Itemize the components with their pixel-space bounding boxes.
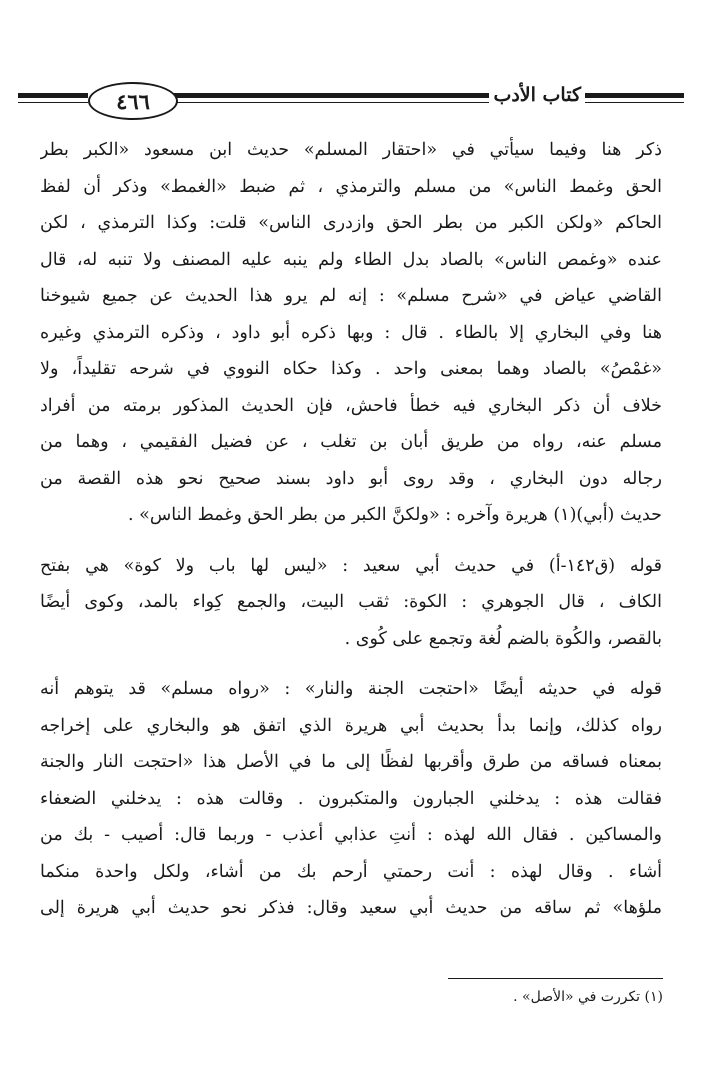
header-rule-left-thick	[18, 93, 88, 98]
text-line: أشاء . وقال لهذه : أنت رحمتي أرحم بك من أشاء، ولكل واحدة منكما	[40, 861, 662, 882]
text-line: القاضي عياض في «شرح مسلم» : إنه لم يرو هذا الحديث عن جميع شيوخنا	[40, 286, 662, 306]
text-line: ذكر هنا وفيما سيأتي في «احتقار المسلم» حديث ابن مسعود «الكبر بطر	[40, 140, 662, 160]
paragraph-1	[40, 132, 662, 534]
paragraph-2	[40, 548, 662, 658]
text-line: رواه كذلك، وإنما بدأ بحديث أبي هريرة الذي اتفق هو والبخاري على إخراجه	[40, 715, 662, 736]
text-line: الحاكم «ولكن الكبر من بطر الحق وازدرى الناس» قلت: وكذا الترمذي ، لكن	[40, 213, 662, 233]
main-text	[40, 132, 662, 927]
text-line: خلاف أن ذكر البخاري فيه خطأ فاحش، فإن الحديث المذكور برمته من أفراد	[40, 395, 662, 416]
text-line: مسلم عنه، رواه من طريق أبان بن تغلب ، عن فضيل الفقيمي ، وهما من	[40, 432, 662, 452]
text-line: حديث (أبي)(١) هريرة وآخره : «ولكنَّ الكبر من بطر الحق وغمط الناس» .	[128, 505, 662, 525]
header-rule-left-thin	[18, 102, 88, 103]
text-line: «غمْصُ» بالصاد وهما بمعنى واحد . وكذا حكاه النووي في شرحه تقليداً، ولا	[40, 359, 662, 379]
text-line: الحق وغمط الناس» من مسلم والترمذي ، ثم ضبط «الغمط» وذكر أن لفظ	[40, 176, 662, 197]
text-line: بمعناه فساقه من طرق وأقربها لفظًا إلى ما في الأصل هذا «احتجت النار والجنة	[40, 752, 662, 772]
text-line: قوله في حديثه أيضًا «احتجت الجنة والنار» : «رواه مسلم» قد يتوهم أنه	[40, 679, 662, 699]
text-line: عنده «وغمص الناس» بالصاد بدل الطاء ولم ينبه عليه المصنف ولا تنبه له، قال	[40, 249, 662, 270]
text-line: هنا وفي البخاري إلا بالطاء . قال : وبها ذكره أبو داود ، وذكره الترمذي وغيره	[40, 322, 662, 343]
text-line: بالقصر، والكُوة بالضم لُغة وتجمع على كُوى .	[344, 628, 662, 649]
header-rule-right-thick	[174, 93, 684, 98]
text-line: فقالت هذه : يدخلني الجبارون والمتكبرون . وقالت هذه : يدخلني الضعفاء	[40, 788, 662, 809]
footnote: (١) تكررت في «الأصل» .	[513, 989, 663, 1005]
header-rule-right-thin	[174, 102, 684, 103]
paragraph-3	[40, 671, 662, 927]
page-number-oval	[88, 82, 178, 120]
text-line: الكاف ، قال الجوهري : الكوة: ثقب البيت، والجمع كِواء بالمد، وكوى أيضًا	[40, 592, 662, 612]
footnote-separator	[448, 978, 663, 979]
text-line: والمساكين . فقال الله لهذه : أنتِ عذابي أعذب - وربما قال: أصيب - بك من	[40, 825, 662, 845]
text-line: ملؤها» ثم ساقه من حديث أبي سعيد وقال: فذكر نحو حديث أبي هريرة إلى	[40, 898, 662, 918]
page-header	[0, 78, 703, 128]
text-line: رجاله دون البخاري ، وقد روى أبو داود بسند صحيح نحو هذه القصة من	[40, 468, 662, 489]
running-title: كتاب الأدب	[489, 84, 585, 106]
page-number: ٤٦٦	[116, 88, 150, 114]
text-line: قوله (ق١٤٢-أ) في حديث أبي سعيد : «ليس لها باب ولا كوة» هي بفتح	[40, 555, 662, 576]
